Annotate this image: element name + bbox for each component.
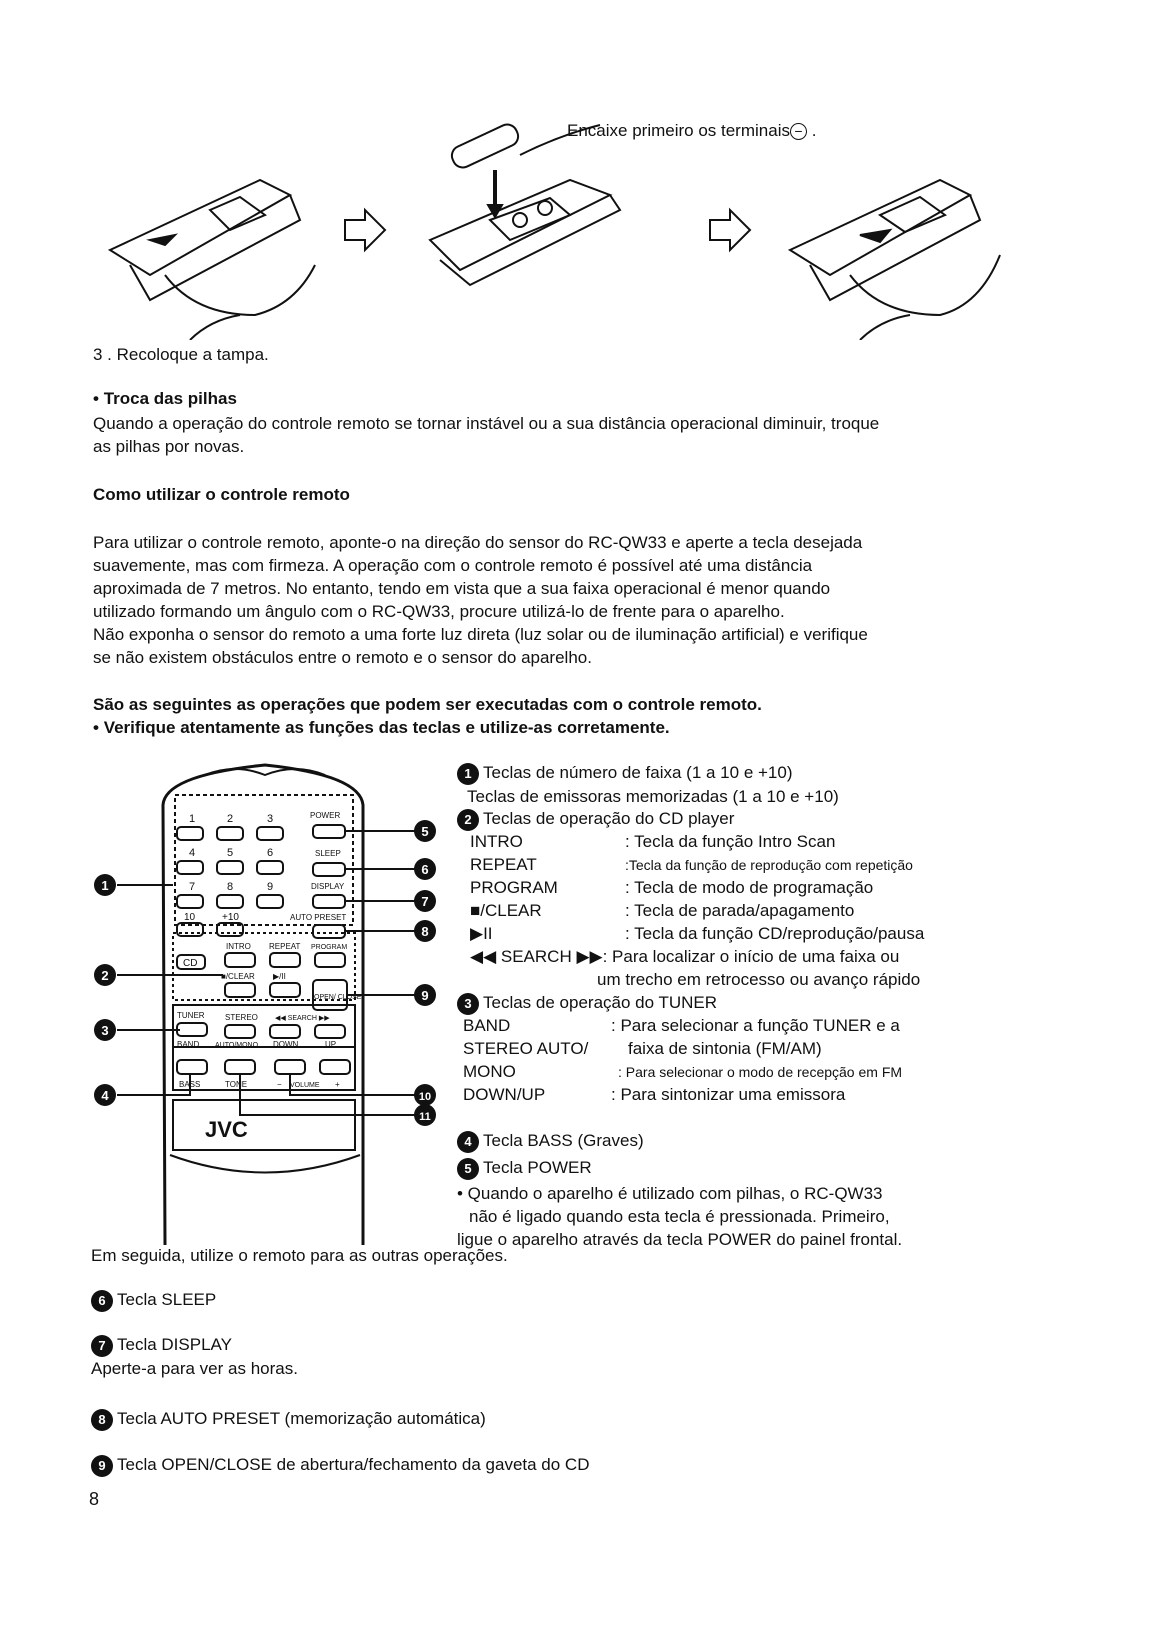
remote-label-tuner: TUNER [177, 1011, 205, 1020]
remote-label-volume-plus: + [335, 1080, 340, 1089]
remote-brand-logo: JVC [205, 1117, 248, 1142]
callout-5: 5 [421, 824, 429, 839]
remote-label-bass: BASS [179, 1080, 201, 1089]
callout-9: 9 [421, 988, 429, 1003]
legend-number-icon: 7 [91, 1335, 113, 1357]
battery-heading: • Troca das pilhas [93, 389, 237, 408]
power-note-1: • Quando o aparelho é utilizado com pilhas, o RC-QW33 [457, 1184, 883, 1203]
remote-label-volume: VOLUME [290, 1082, 320, 1089]
legend-item-7: 7 Tecla DISPLAY [91, 1334, 232, 1357]
remote-key-3: 3 [267, 813, 274, 825]
callout-6: 6 [421, 862, 429, 877]
legend-item-1b: Teclas de emissoras memorizadas (1 a 10 e +10) [467, 787, 839, 806]
remote-key-4: 4 [189, 847, 196, 859]
illustration-caption: Encaixe primeiro os terminais − . [567, 121, 817, 140]
remote-label-open-close: OPEN/ CLOSE [314, 994, 362, 1001]
usage-heading: Como utilizar o controle remoto [93, 485, 350, 504]
tuner-row: BAND : Para selecionar a função TUNER e a [463, 1016, 900, 1035]
callout-8: 8 [421, 924, 429, 939]
remote-label-band: BAND [177, 1040, 200, 1049]
usage-line: utilizado formando um ângulo com o RC-QW33, procure utilizá-lo de frente para o aparelho. [93, 602, 785, 621]
page-number: 8 [89, 1489, 100, 1509]
remote-diagram [85, 755, 445, 1250]
battery-line-2: as pilhas por novas. [93, 437, 245, 456]
ops-line-2: • Verifique atentamente as funções das teclas e utilize-as corretamente. [93, 718, 670, 737]
callout-3: 3 [101, 1023, 109, 1038]
legend-item-2: 2 Teclas de operação do CD player [457, 808, 734, 831]
remote-key-8: 8 [227, 881, 234, 893]
remote-label-auto-mono: AUTO/MONO [215, 1042, 259, 1049]
remote-label-intro: INTRO [226, 942, 251, 951]
tuner-row: MONO : Para selecionar o modo de recepção em FM [463, 1062, 903, 1081]
usage-line: Não exponha o sensor do remoto a uma forte luz direta (luz solar ou de iluminação artificial) e verifique [93, 625, 868, 644]
usage-line: suavemente, mas com firmeza. A operação com o controle remoto é possível até uma distância [93, 556, 813, 575]
remote-label-cd: CD [183, 958, 198, 969]
step-3: 3 . Recoloque a tampa. [93, 345, 269, 364]
remote-key-10: 10 [184, 912, 196, 923]
legend-number-icon: 6 [91, 1290, 113, 1312]
usage-line: se não existem obstáculos entre o remoto e o sensor do aparelho. [93, 648, 592, 667]
remote-label-clear: ■/CLEAR [221, 972, 255, 981]
remote-label-sleep: SLEEP [315, 849, 341, 858]
legend-item-3: 3 Teclas de operação do TUNER [457, 992, 717, 1015]
power-note-3: ligue o aparelho através da tecla POWER do painel frontal. [457, 1230, 903, 1249]
remote-svg [85, 755, 445, 1250]
tuner-row: DOWN/UP : Para sintonizar uma emissora [463, 1085, 846, 1104]
battery-line-1: Quando a operação do controle remoto se tornar instável ou a sua distância operacional diminuir, troque [93, 414, 880, 433]
remote-label-down: DOWN [273, 1040, 299, 1049]
legend-item-4: 4 Tecla BASS (Graves) [457, 1130, 644, 1153]
caption-text: Encaixe primeiro os terminais [567, 121, 790, 140]
remote-label-repeat: REPEAT [269, 942, 301, 951]
legend-item-1: 1 Teclas de número de faixa (1 a 10 e +10) [457, 762, 793, 785]
remote-label-volume-minus: − [277, 1080, 282, 1089]
power-note-4: Em seguida, utilize o remoto para as outras operações. [91, 1246, 508, 1265]
legend-item-7-note: Aperte-a para ver as horas. [91, 1359, 298, 1378]
remote-key-1: 1 [189, 813, 196, 825]
legend-number-icon: 8 [91, 1409, 113, 1431]
legend-number-icon: 2 [457, 809, 479, 831]
legend-item-8: 8 Tecla AUTO PRESET (memorização automática) [91, 1408, 486, 1431]
legend-number-icon: 1 [457, 763, 479, 785]
cd-row: ◀◀ SEARCH ▶▶: Para localizar o início de uma faixa ou [470, 947, 900, 966]
legend-number-icon: 4 [457, 1131, 479, 1153]
cd-row: PROGRAM : Tecla de modo de programação [470, 878, 874, 897]
callout-1: 1 [101, 878, 109, 893]
callout-11: 11 [419, 1111, 431, 1123]
legend-item-5: 5 Tecla POWER [457, 1157, 592, 1180]
legend-number-icon: 9 [91, 1455, 113, 1477]
usage-line: aproximada de 7 metros. No entanto, tendo em vista que a sua faixa operacional é menor quando [93, 579, 831, 598]
callout-2: 2 [101, 968, 109, 983]
remote-label-tone: TONE [225, 1080, 248, 1089]
remote-label-program: PROGRAM [311, 944, 348, 951]
power-note-2: não é ligado quando esta tecla é pressionada. Primeiro, [469, 1207, 890, 1226]
remote-label-display: DISPLAY [311, 882, 345, 891]
callout-7: 7 [421, 894, 429, 909]
remote-label-stereo: STEREO [225, 1013, 258, 1022]
remote-label-search: ◀◀ SEARCH ▶▶ [275, 1015, 330, 1022]
minus-terminal-icon: − [790, 123, 807, 140]
remote-label-power: POWER [310, 811, 341, 820]
remote-key-7: 7 [189, 881, 196, 893]
remote-key-6: 6 [267, 847, 274, 859]
tuner-row: STEREO AUTO/ faixa de sintonia (FM/AM) [463, 1039, 822, 1058]
ops-line-1: São as seguintes as operações que podem ser executadas com o controle remoto. [93, 695, 762, 714]
usage-line: Para utilizar o controle remoto, aponte-o na direção do sensor do RC-QW33 e aperte a tecla desejada [93, 533, 863, 552]
cd-row-cont: um trecho em retrocesso ou avanço rápido [597, 970, 921, 989]
remote-label-auto-preset: AUTO PRESET [290, 913, 347, 922]
cd-row: INTRO : Tecla da função Intro Scan [470, 832, 836, 851]
legend-number-icon: 5 [457, 1158, 479, 1180]
cd-row: REPEAT :Tecla da função de reprodução com repetição [470, 855, 913, 874]
remote-key-9: 9 [267, 881, 274, 893]
remote-label-up: UP [325, 1040, 337, 1049]
callout-4: 4 [101, 1088, 109, 1103]
remote-key-2: 2 [227, 813, 234, 825]
remote-label-play: ▶/II [273, 972, 286, 981]
cd-row: ■/CLEAR : Tecla de parada/apagamento [470, 901, 855, 920]
legend-item-9: 9 Tecla OPEN/CLOSE de abertura/fechamento da gaveta do CD [91, 1454, 589, 1477]
legend-number-icon: 3 [457, 993, 479, 1015]
remote-key-5: 5 [227, 847, 234, 859]
remote-key-plus10: +10 [222, 912, 239, 923]
callout-10: 10 [418, 1091, 432, 1103]
legend-item-6: 6 Tecla SLEEP [91, 1289, 216, 1312]
cd-row: ▶II : Tecla da função CD/reprodução/pausa [470, 924, 925, 943]
